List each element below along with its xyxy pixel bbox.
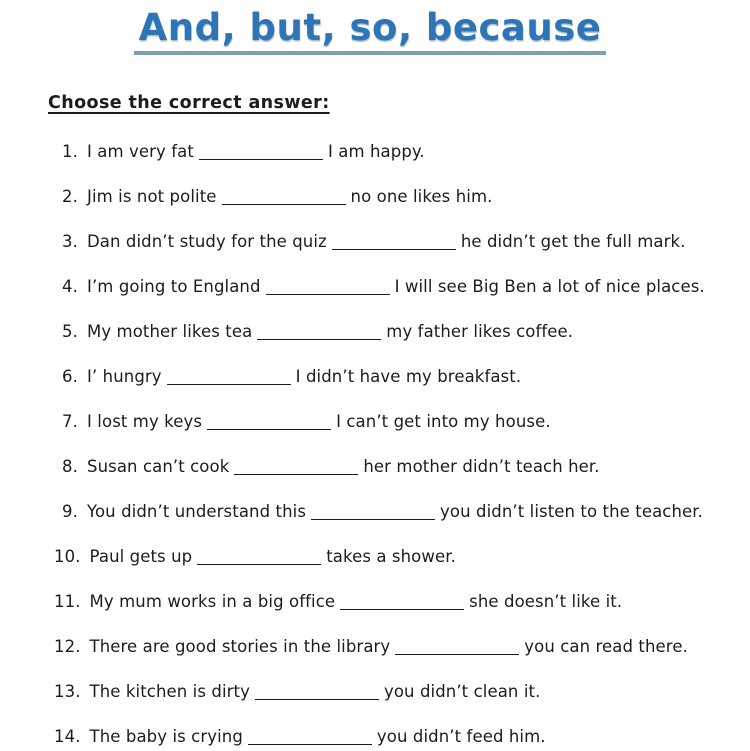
answer-blank (311, 506, 435, 520)
question-item (54, 592, 740, 612)
question-text-after-blank: I will see Big Ben a lot of nice places. (394, 277, 705, 296)
question-number: 4. (62, 277, 78, 296)
question-text-before-blank: I am very fat (87, 142, 194, 161)
question-item (54, 682, 740, 702)
question-text-before-blank: Jim is not polite (87, 187, 217, 206)
question-text-before-blank: My mother likes tea (87, 322, 253, 341)
question-text-after-blank: no one likes him. (350, 187, 493, 206)
answer-blank (340, 596, 464, 610)
question-number: 13. (54, 682, 81, 701)
answer-blank (255, 686, 379, 700)
question-text-before-blank: There are good stories in the library (89, 637, 391, 656)
question-text-after-blank: takes a shower. (326, 547, 456, 566)
answer-blank (395, 641, 519, 655)
question-item (54, 727, 740, 747)
question-item (54, 187, 740, 207)
answer-blank (222, 191, 346, 205)
question-text-before-blank: I lost my keys (87, 412, 203, 431)
question-number: 7. (62, 412, 78, 431)
question-item (54, 457, 740, 477)
question-number: 6. (62, 367, 78, 386)
question-item (54, 367, 740, 387)
worksheet-title: And, but, so, because (134, 6, 607, 55)
answer-blank (234, 461, 358, 475)
question-number: 3. (62, 232, 78, 251)
answer-blank (257, 326, 381, 340)
question-item (54, 322, 740, 342)
answer-blank (266, 281, 390, 295)
question-text-before-blank: My mum works in a big office (89, 592, 336, 611)
question-list (0, 142, 740, 747)
question-text-before-blank: I’m going to England (87, 277, 261, 296)
answer-blank (167, 371, 291, 385)
question-number: 9. (62, 502, 78, 521)
question-text-after-blank: you didn’t listen to the teacher. (440, 502, 703, 521)
question-text-after-blank: he didn’t get the full mark. (460, 232, 686, 251)
answer-blank (207, 416, 331, 430)
question-number: 5. (62, 322, 78, 341)
instructions-heading: Choose the correct answer: (48, 93, 330, 113)
question-number: 12. (54, 637, 81, 656)
question-number: 14. (54, 727, 81, 746)
question-text-after-blank: you didn’t feed him. (376, 727, 546, 746)
question-text-after-blank: you can read there. (524, 637, 688, 656)
question-item (54, 412, 740, 432)
title-area (0, 4, 740, 55)
answer-blank (199, 146, 323, 160)
question-text-after-blank: I am happy. (327, 142, 425, 161)
question-text-before-blank: The baby is crying (89, 727, 243, 746)
question-number: 10. (54, 547, 81, 566)
question-text-after-blank: my father likes coffee. (386, 322, 574, 341)
question-text-before-blank: You didn’t understand this (87, 502, 307, 521)
question-text-after-blank: she doesn’t like it. (469, 592, 623, 611)
question-number: 8. (62, 457, 78, 476)
question-text-before-blank: I’ hungry (87, 367, 162, 386)
question-item (54, 232, 740, 252)
question-text-before-blank: Dan didn’t study for the quiz (87, 232, 327, 251)
question-text-after-blank: you didn’t clean it. (383, 682, 541, 701)
question-number: 2. (62, 187, 78, 206)
question-item (54, 547, 740, 567)
question-item (54, 142, 740, 162)
question-text-before-blank: Susan can’t cook (87, 457, 230, 476)
question-item (54, 502, 740, 522)
question-item (54, 637, 740, 657)
question-text-before-blank: The kitchen is dirty (89, 682, 250, 701)
question-number: 1. (62, 142, 78, 161)
question-text-after-blank: I can’t get into my house. (336, 412, 551, 431)
question-item (54, 277, 740, 297)
question-text-after-blank: her mother didn’t teach her. (363, 457, 600, 476)
answer-blank (248, 731, 372, 745)
answer-blank (332, 236, 456, 250)
question-text-before-blank: Paul gets up (89, 547, 193, 566)
question-text-after-blank: I didn’t have my breakfast. (295, 367, 522, 386)
answer-blank (197, 551, 321, 565)
question-number: 11. (54, 592, 81, 611)
